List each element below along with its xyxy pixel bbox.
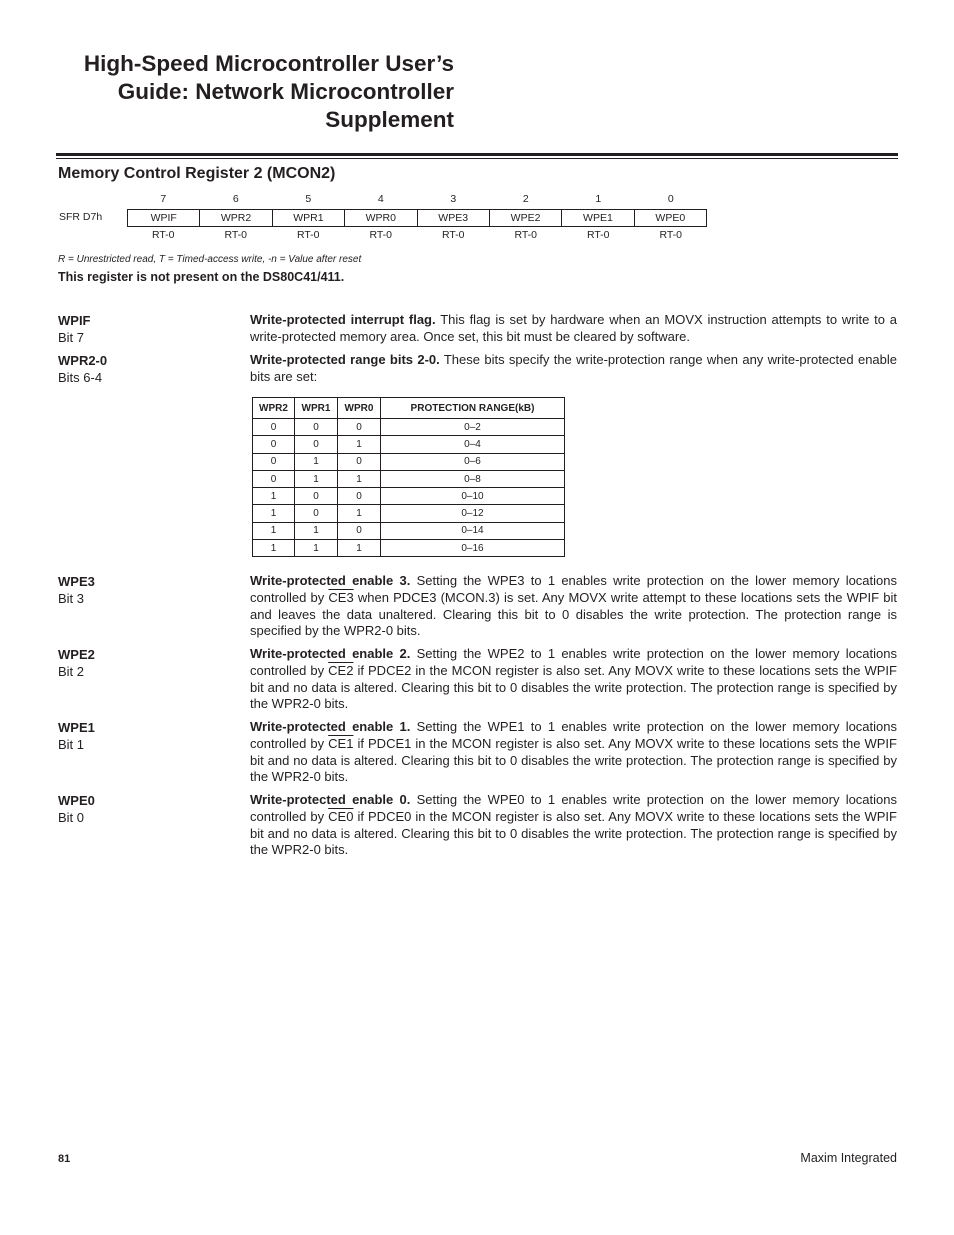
table-cell: 0 [253,470,295,487]
bit-number: 2 [522,193,529,205]
reset-value: RT-0 [514,229,538,241]
field-heading: Write-protected enable 2. [250,646,411,661]
table-cell: 0–8 [381,470,565,487]
register-bit-cell: WPE3 [417,210,489,227]
table-cell: 0–16 [381,540,565,557]
bit-number: 4 [377,193,384,205]
table-cell: 0–12 [381,505,565,522]
page-number: 81 [58,1153,71,1165]
protection-range-table [252,397,565,557]
field-text: Setting the WPE1 to 1 enables write protection on the lower memory locations controlled by [250,719,898,751]
table-cell: 0–2 [381,419,565,436]
footer-company: Maxim Integrated [800,1151,897,1165]
register-bit-cell: WPIF [128,210,200,227]
register-reset-values [127,229,707,241]
table-cell: 0 [338,522,381,539]
table-cell: 0–14 [381,522,565,539]
field-heading: Write-protected enable 3. [250,573,411,588]
header-rule-thin [56,158,898,159]
table-header-cell: WPR2 [253,398,295,419]
table-cell: 0 [295,436,338,453]
section-title: Memory Control Register 2 (MCON2) [58,165,336,182]
field-bits-wpe3: Bit 3 [58,591,85,606]
register-bit-cell: WPE1 [562,210,634,227]
table-cell: 1 [338,505,381,522]
field-name-wpif: WPIF [58,313,91,328]
field-description-wpe0 [250,792,897,859]
field-text: if PDCE0 in the MCON register is also set. Any MOVX write to these locations sets the WPIF bit and no data is altered. Clearing this bit to 0 disables the write protection. The protection range is specified by the WPR2-0 bits. [250,808,897,858]
field-text: when PDCE3 (MCON.3) is set. Any MOVX write attempt to these locations sets the WPIF bit and leaves the data unaltered. Clearing this bit to 0 disables the write protection. The protection range is specified by the WPR2-0 bits. [250,589,897,639]
reset-value: RT-0 [441,229,465,241]
field-text: if PDCE1 in the MCON register is also set. Any MOVX write to these locations sets the WPIF bit and no data is altered. Clearing this bit to 0 disables the write protection. The protection range is specified by the WPR2-0 bits. [250,735,897,785]
table-header-cell: WPR1 [295,398,338,419]
field-bits-wpr: Bits 6-4 [58,370,103,385]
table-cell: 1 [338,436,381,453]
field-text: These bits specify the write-protection range when any write-protected enable bits are set: [250,352,897,384]
table-cell: 0 [338,453,381,470]
field-heading: Write-protected range bits 2-0. [250,352,440,367]
field-heading: Write-protected enable 1. [250,719,411,734]
table-cell: 0 [253,436,295,453]
field-description-wpe2 [250,646,897,713]
table-cell: 0 [253,419,295,436]
header-rule-thick [56,153,898,156]
table-row [253,505,565,522]
register-bit-table [127,209,707,227]
table-cell: 1 [253,488,295,505]
bit-number: 0 [667,193,674,205]
table-cell: 0–4 [381,436,565,453]
field-text: Setting the WPE3 to 1 enables write protection on the lower memory locations controlled by [250,573,898,605]
table-cell: 0 [295,488,338,505]
reset-value: RT-0 [224,229,248,241]
bit-number: 6 [232,193,239,205]
table-cell: 0 [253,453,295,470]
table-row [253,470,565,487]
bit-number: 3 [450,193,457,205]
table-cell: 0 [295,505,338,522]
register-bit-cell: WPR0 [345,210,417,227]
field-name-wpr: WPR2-0 [58,353,108,368]
document-title [60,50,454,134]
field-bits-wpe2: Bit 2 [58,664,85,679]
field-text: This flag is set by hardware when an MOVX instruction attempts to write to a write-protected memory area. Once set, this bit must be cleared by software. [250,312,898,344]
table-row [253,488,565,505]
field-name-wpe0: WPE0 [58,793,95,808]
field-bits-wpe1: Bit 1 [58,737,85,752]
signal-name: CE2 [328,662,354,678]
table-row [253,540,565,557]
table-cell: 0–6 [381,453,565,470]
table-cell: 1 [295,522,338,539]
register-bit-numbers [127,193,707,205]
field-name-wpe3: WPE3 [58,574,95,589]
register-bit-row [128,210,707,227]
field-text: Setting the WPE0 to 1 enables write protection on the lower memory locations controlled by [250,792,898,824]
table-cell: 0 [338,419,381,436]
reset-value: RT-0 [296,229,320,241]
field-name-wpe2: WPE2 [58,647,95,662]
signal-name: CE1 [328,735,354,751]
bit-number: 5 [305,193,312,205]
reset-value: RT-0 [151,229,175,241]
table-cell: 1 [295,540,338,557]
sfr-address-label: SFR D7h [59,211,103,223]
table-cell: 0 [338,488,381,505]
field-heading: Write-protected enable 0. [250,792,411,807]
signal-name: CE3 [328,589,354,605]
reset-value: RT-0 [369,229,393,241]
register-bit-cell: WPR2 [200,210,272,227]
field-text: if PDCE2 in the MCON register is also set. Any MOVX write to these locations sets the WPIF bit and no data is altered. Clearing this bit to 0 disables the write protection. The protection range is specified by the WPR2-0 bits. [250,662,897,712]
field-bits-wpe0: Bit 0 [58,810,85,825]
reset-value: RT-0 [659,229,683,241]
field-heading: Write-protected interrupt flag. [250,312,436,327]
table-cell: 0–10 [381,488,565,505]
bit-number: 1 [595,193,602,205]
register-bit-cell: WPE2 [489,210,561,227]
field-text: Setting the WPE2 to 1 enables write protection on the lower memory locations controlled by [250,646,898,678]
field-name-wpe1: WPE1 [58,720,95,735]
reset-value: RT-0 [586,229,610,241]
register-bit-cell: WPR1 [272,210,344,227]
table-row [253,419,565,436]
table-row [253,436,565,453]
table-header-row [253,398,565,419]
table-header-cell: WPR0 [338,398,381,419]
table-row [253,453,565,470]
table-cell: 1 [338,540,381,557]
field-description-wpr [250,352,897,386]
signal-name: CE0 [328,808,354,824]
field-description-wpe1 [250,719,897,786]
bit-number: 7 [160,193,167,205]
table-cell: 1 [253,522,295,539]
document-title-line-1: High-Speed Microcontroller User’s [83,51,454,76]
register-note: This register is not present on the DS80C41/411. [58,270,345,284]
document-title-line-2: Guide: Network Microcontroller [117,79,454,104]
table-cell: 1 [295,470,338,487]
table-cell: 1 [295,453,338,470]
table-row [253,522,565,539]
table-cell: 1 [253,505,295,522]
field-description-wpif [250,312,897,346]
register-bit-cell: WPE0 [634,210,706,227]
table-cell: 1 [253,540,295,557]
table-header-cell: PROTECTION RANGE(kB) [381,398,565,419]
register-legend: R = Unrestricted read, T = Timed-access write, -n = Value after reset [58,254,362,265]
document-title-line-3: Supplement [325,107,454,132]
table-cell: 1 [338,470,381,487]
field-bits-wpif: Bit 7 [58,330,85,345]
table-cell: 0 [295,419,338,436]
field-description-wpe3 [250,573,897,640]
